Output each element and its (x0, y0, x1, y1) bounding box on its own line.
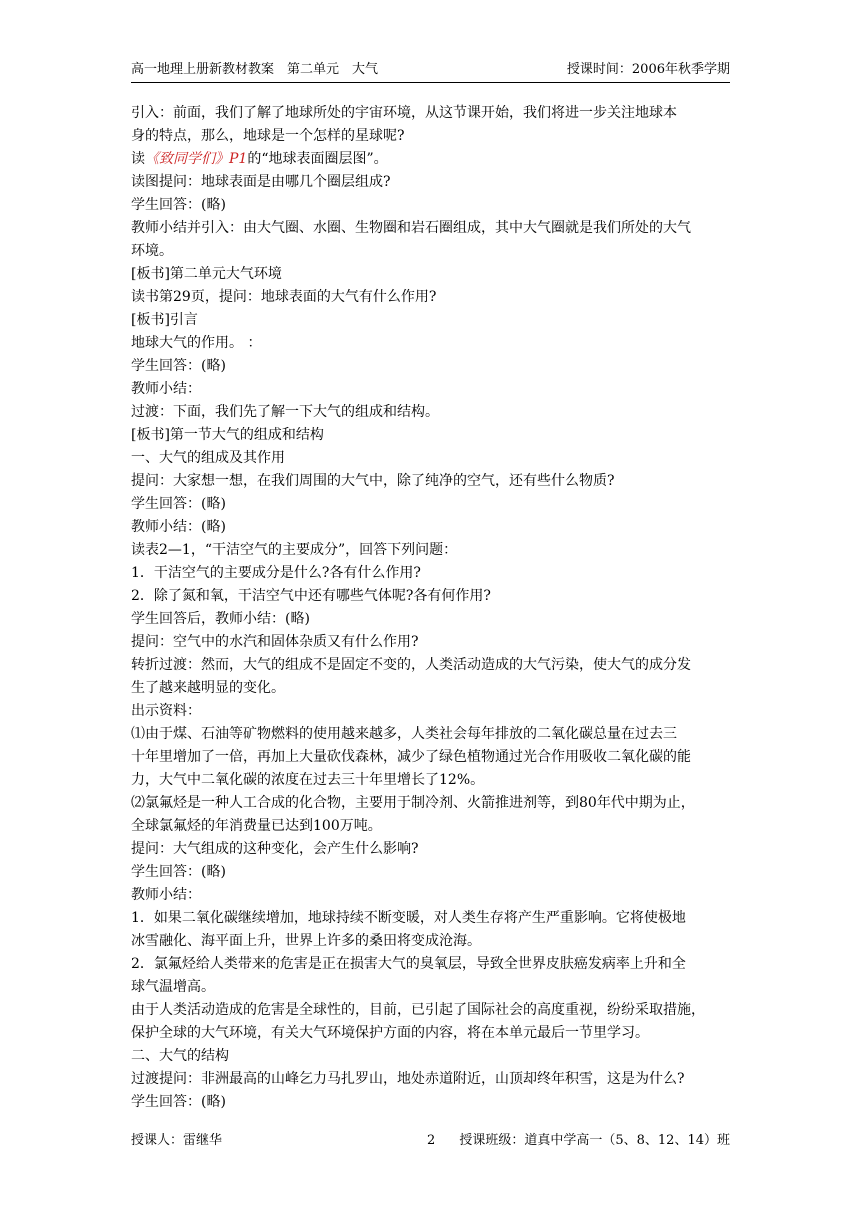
text-line: 教师小结： (131, 887, 201, 903)
read-suffix: 的“地球表面圈层图”。 (247, 151, 388, 167)
text-line: 生了越来越明显的变化。 (131, 680, 285, 696)
header-title: 高一地理上册新教材教案 第二单元 大气 (131, 62, 379, 77)
page-header (131, 60, 730, 83)
section-heading: 二、大气的结构 (131, 1048, 229, 1064)
text-line: 读书第29页，提问：地球表面的大气有什么作用? (131, 289, 437, 305)
text-line: 转折过渡：然而，大气的组成不是固定不变的，人类活动造成的大气污染，使大气的成分发 (131, 657, 691, 673)
text-line: 环境。 (131, 243, 173, 259)
text-line: 保护全球的大气环境，有关大气环境保护方面的内容，将在本单元最后一节里学习。 (131, 1025, 649, 1041)
text-line: 学生回答后，教师小结：(略) (131, 611, 310, 627)
summary-item: 球气温增高。 (131, 979, 215, 995)
text-line: 学生回答：(略) (131, 864, 226, 880)
text-line: 教师小结：(略) (131, 519, 226, 535)
header-date: 授课时间：2006年秋季学期 (566, 62, 730, 77)
page-footer (131, 1131, 730, 1151)
text-line: 身的特点，那么，地球是一个怎样的星球呢? (131, 128, 405, 144)
text-line-read-figure (131, 148, 732, 171)
page-number: 2 (427, 1133, 436, 1148)
text-line: 出示资料： (131, 703, 201, 719)
text-line: 教师小结： (131, 381, 201, 397)
text-line: 教师小结并引入：由大气圈、水圈、生物圈和岩石圈组成，其中大气圈就是我们所处的大气 (131, 220, 691, 236)
summary-item: 2．氯氟烃给人类带来的危害是正在损害大气的臭氧层，导致全世界皮肤癌发病率上升和全 (131, 956, 686, 972)
material-item: ⑵氯氟烃是一种人工合成的化合物，主要用于制冷剂、火箭推进剂等，到80年代中期为止， (131, 795, 695, 811)
footer-class: 授课班级：道真中学高一（5、8、12、14）班 (459, 1133, 730, 1148)
text-line: 引入：前面，我们了解了地球所处的宇宙环境，从这节课开始，我们将进一步关注地球本 (131, 105, 677, 121)
material-item: ⑴由于煤、石油等矿物燃料的使用越来越多，人类社会每年排放的二氧化碳总量在过去三 (131, 726, 677, 742)
board-heading: [板书]第二单元大气环境 (131, 266, 282, 282)
book-title: 《致同学们》P1 (145, 151, 248, 167)
board-heading: [板书]引言 (131, 312, 198, 328)
text-line: 读表2—1，“干洁空气的主要成分”，回答下列问题： (131, 542, 458, 558)
material-item: 全球氯氟烃的年消费量已达到100万吨。 (131, 818, 382, 834)
material-item: 十年里增加了一倍，再加上大量砍伐森林，减少了绿色植物通过光合作用吸收二氧化碳的能 (131, 749, 691, 765)
read-prefix: 读 (131, 151, 145, 167)
board-heading: [板书]第一节大气的组成和结构 (131, 427, 324, 443)
summary-item: 冰雪融化、海平面上升，世界上许多的桑田将变成沧海。 (131, 933, 481, 949)
section-heading: 一、大气的组成及其作用 (131, 450, 285, 466)
text-line: 地球大气的作用。 ： (131, 335, 262, 351)
material-item: 力，大气中二氧化碳的浓度在过去三十年里增长了12%。 (131, 772, 485, 788)
document-body (131, 102, 732, 1114)
text-line: 学生回答：(略) (131, 1094, 226, 1110)
question-item: 1．干洁空气的主要成分是什么?各有什么作用? (131, 565, 421, 581)
text-line: 学生回答：(略) (131, 197, 226, 213)
footer-teacher: 授课人：雷继华 (131, 1133, 223, 1148)
text-line: 由于人类活动造成的危害是全球性的，目前，已引起了国际社会的高度重视，纷纷采取措施， (131, 1002, 705, 1018)
text-line: 读图提问：地球表面是由哪几个圈层组成? (131, 174, 391, 190)
text-line: 过渡提问：非洲最高的山峰乞力马扎罗山，地处赤道附近，山顶却终年积雪，这是为什么? (131, 1071, 685, 1087)
text-line: 学生回答：(略) (131, 496, 226, 512)
text-line: 过渡：下面，我们先了解一下大气的组成和结构。 (131, 404, 439, 420)
text-line: 学生回答：(略) (131, 358, 226, 374)
text-line: 提问：大家想一想，在我们周围的大气中，除了纯净的空气，还有些什么物质? (131, 473, 615, 489)
question-item: 2．除了氮和氧，干洁空气中还有哪些气体呢?各有何作用? (131, 588, 491, 604)
text-line: 提问：空气中的水汽和固体杂质又有什么作用? (131, 634, 419, 650)
summary-item: 1．如果二氧化碳继续增加，地球持续不断变暖，对人类生存将产生严重影响。它将使极地 (131, 910, 686, 926)
text-line: 提问：大气组成的这种变化，会产生什么影响? (131, 841, 419, 857)
